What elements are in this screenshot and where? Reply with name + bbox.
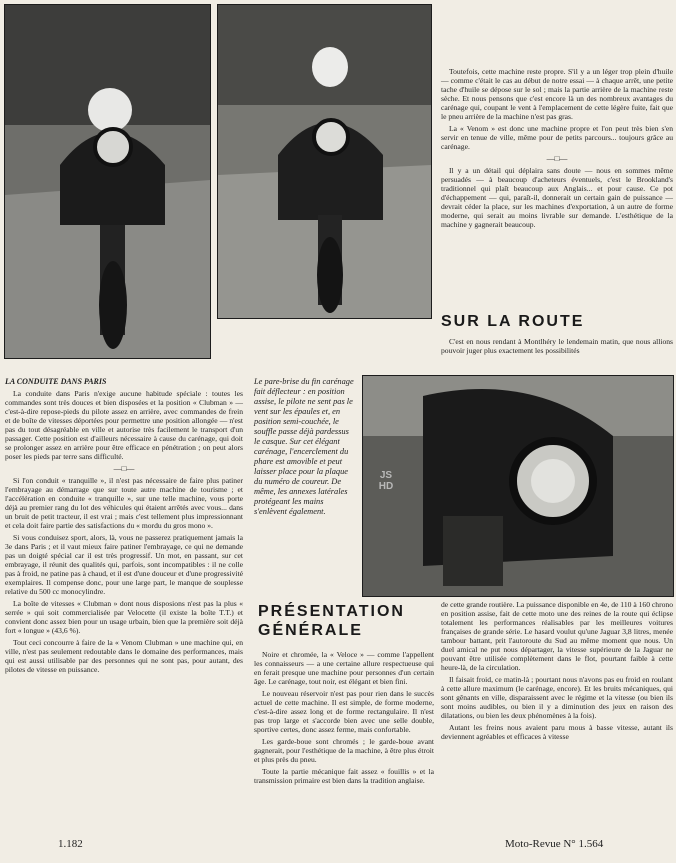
paragraph: La boîte de vitesses « Clubman » dont nous disposions n'est pas la plus « serrée » qui soit commercialisée par Velocette (il existe la boîte T.T.) et convient donc assez bien pour un usage urbain, bien que la première soit déjà fort « longue » (43,6 %). [5, 599, 243, 635]
paragraph: La « Venom » est donc une machine propre et l'on peut très bien s'en servir en tenue de ville, même pour de petits parcours... toujours grâce au carénage. [441, 124, 673, 151]
paragraph: Il faisait froid, ce matin-là ; pourtant nous n'avons pas eu froid en roulant à cette allure maximum (le carénage, encore). Et les bruits mécaniques, qui sont gênants en ville, disparaissent avec le régime et la vitesse (ou bien ils sont moins audibles, ou bien il y a diminution des jeux en raison des dilatations, ou bien les deux phénomènes à la fois). [441, 675, 673, 720]
separator: —□— [113, 464, 135, 473]
photo-caption [254, 377, 354, 520]
column-right-bottom [441, 600, 673, 744]
presentation-title-line-2: GÉNÉRALE [258, 622, 363, 639]
paragraph: Il y a un détail qui déplaira sans doute — nous en sommes même persuadés — à beaucoup d'acheteurs éventuels, c'est le Brookland's traditionnel qui plaît beaucoup aux Anglais... et pour cause. Ce pot d'échappement — qui, paraît-il, donnerait un certain gain de puissance — devrait céder la place, sur les machines d'exportation, à un autre de forme moderne, qui serait au moins livrable sur demande. L'esthétique de la machine y gagnerait beaucoup. [441, 166, 673, 229]
presentation-title-line-1: PRÉSENTATION [258, 603, 405, 620]
column-presentation [254, 650, 434, 788]
photo-rider-front-center [217, 4, 432, 319]
photo-fairing-closeup [362, 375, 674, 597]
magazine-issue: Moto-Revue N° 1.564 [505, 838, 604, 850]
column-left [5, 377, 243, 677]
paragraph: Si l'on conduit « tranquille », il n'est pas nécessaire de faire plus patiner l'embrayage au démarrage que sur toute autre machine de tourisme ; et l'accélération en conduite « tranquille », sur une telle machine, vous porte déjà au premier rang du lot des véhicules qui étaient arrêtés avec vous... dans un bruit de petit tracteur, il est vrai ; mais c'est tellement plus impressionnant et cela doit faire partie des satisfactions du « mordu du gros mono ». [5, 476, 243, 530]
section-title-conduite: LA CONDUITE DANS PARIS [5, 377, 107, 386]
caption-text: Le pare-brise du fin carénage fait déflecteur : en position assise, le pilote ne sent pas le vent sur les épaules et, en position semi-couchée, le souffle passe déjà pardessus le casque. Sur cet élégant carénage, l'encerclement du phare est amovible et peut laisser place pour la plaque du numéro de coureur. De même, les annexes latérales protégeant les mains s'enlèvent également. [254, 377, 354, 516]
paragraph: Si vous conduisez sport, alors, là, vous ne passerez pratiquement jamais la 3e dans Paris ; et il vaut mieux faire patiner l'embrayage, ce qui ne demande pas un doigté spécial car il est très progressif. Un mot, en passant, sur cet embrayage, il réunit des qualités qui, parfois, sont incompatibles : il ne colle pas à froid, ne patine pas à chaud, et il est d'une douceur et d'une progressivité exemplaires. Il compense donc, pour une large part, le manque de souplesse relative du 500 cc monocylindre. [5, 533, 243, 596]
section-title-presentation [258, 602, 405, 640]
section-title-route: SUR LA ROUTE [441, 313, 585, 330]
paragraph: Autant les freins nous avaient paru mous à basse vitesse, autant ils deviennent agréables et efficaces à vitesse [441, 723, 673, 741]
paragraph: C'est en nous rendant à Montlhéry le lendemain matin, que nous allions pouvoir juger plus exactement les possibilités [441, 337, 673, 355]
paragraph: La conduite dans Paris n'exige aucune habitude spéciale : toutes les commandes sont très douces et bien disposées et la position « Clubman » — c'est-à-dire repose-pieds du pilote assez en arrière, avec commandes de frein et de boîte de vitesses déportées pour permettre une position allongée — n'est pas du tout désagréable en ville et autorise très facilement le transport d'un passager. Cette position est d'ailleurs nécessaire à cause du carénage, qui doit se prolonger assez en arrière pour être efficace en pénétration ; on peut alors poser les pieds par terre sans difficulté. [5, 389, 243, 461]
page-number: 1.182 [58, 838, 83, 850]
photo-rider-front-left [4, 4, 211, 359]
paragraph: Toute la partie mécanique fait assez « fouillis » et la transmission primaire est bien dans la tradition anglaise. [254, 767, 434, 785]
paragraph: Les garde-boue sont chromés ; le garde-boue avant gagnerait, pour l'esthétique de la machine, à être plus étroit et plus près du pneu. [254, 737, 434, 764]
paragraph: Le nouveau réservoir n'est pas pour rien dans le succès actuel de cette machine. Il est simple, de forme moderne, c'est-à-dire assez long et de forme rectangulaire. Il n'est pas trop large et s'accorde bien avec une selle double, sportive certes, donc assez ferme, mais confortable. [254, 689, 434, 734]
separator: —□— [546, 154, 568, 163]
paragraph: Noire et chromée, la « Veloce » — comme l'appellent les connaisseurs — a une certaine allure respectueuse qui en ferait presque une machine pour personnes d'un certain âge. Le carénage, tout noir, est élégant et bien fini. [254, 650, 434, 686]
paragraph: de cette grande routière. La puissance disponible en 4e, de 110 à 160 chrono en position assise, fait de cette moto une des reines de la route qui éclipse totalement les performances réalisables par les meilleures voitures françaises de grande série. Le hasard voulut qu'une Jaguar 3,8 litres, menée tambour battant, prit l'autoroute du Sud au même moment que nous. Un duel amical ne put nous départager, la vitesse supérieure de la Jaguar ne pouvant être utilisée complètement dans le flot, pourtant faible à cette heure-là, de la circulation. [441, 600, 673, 672]
column-right-top [441, 67, 673, 232]
route-intro [441, 337, 673, 358]
watermark: JS HD [378, 470, 394, 492]
paragraph: Tout ceci concourre à faire de la « Venom Clubman » une machine qui, en ville, n'est pas seulement redoutable dans le domaine des performances, mais qui est aussi utilisable par des personnes qui ne sont pas, pour autant, des pilotes de vitesse en puissance. [5, 638, 243, 674]
paragraph: Toutefois, cette machine reste propre. S'il y a un léger trop plein d'huile — comme c'était le cas au début de notre essai — à chaque arrêt, une petite tache d'huile se dépose sur le sol ; mais la partie arrière de la machine reste sèche. Et nous pensons que c'est encore là un des nombreux avantages du carénage qui, coupant le vent à l'emplacement de cette légère fuite, fait que le pneu arrière de la machine n'est pas gras. [441, 67, 673, 121]
